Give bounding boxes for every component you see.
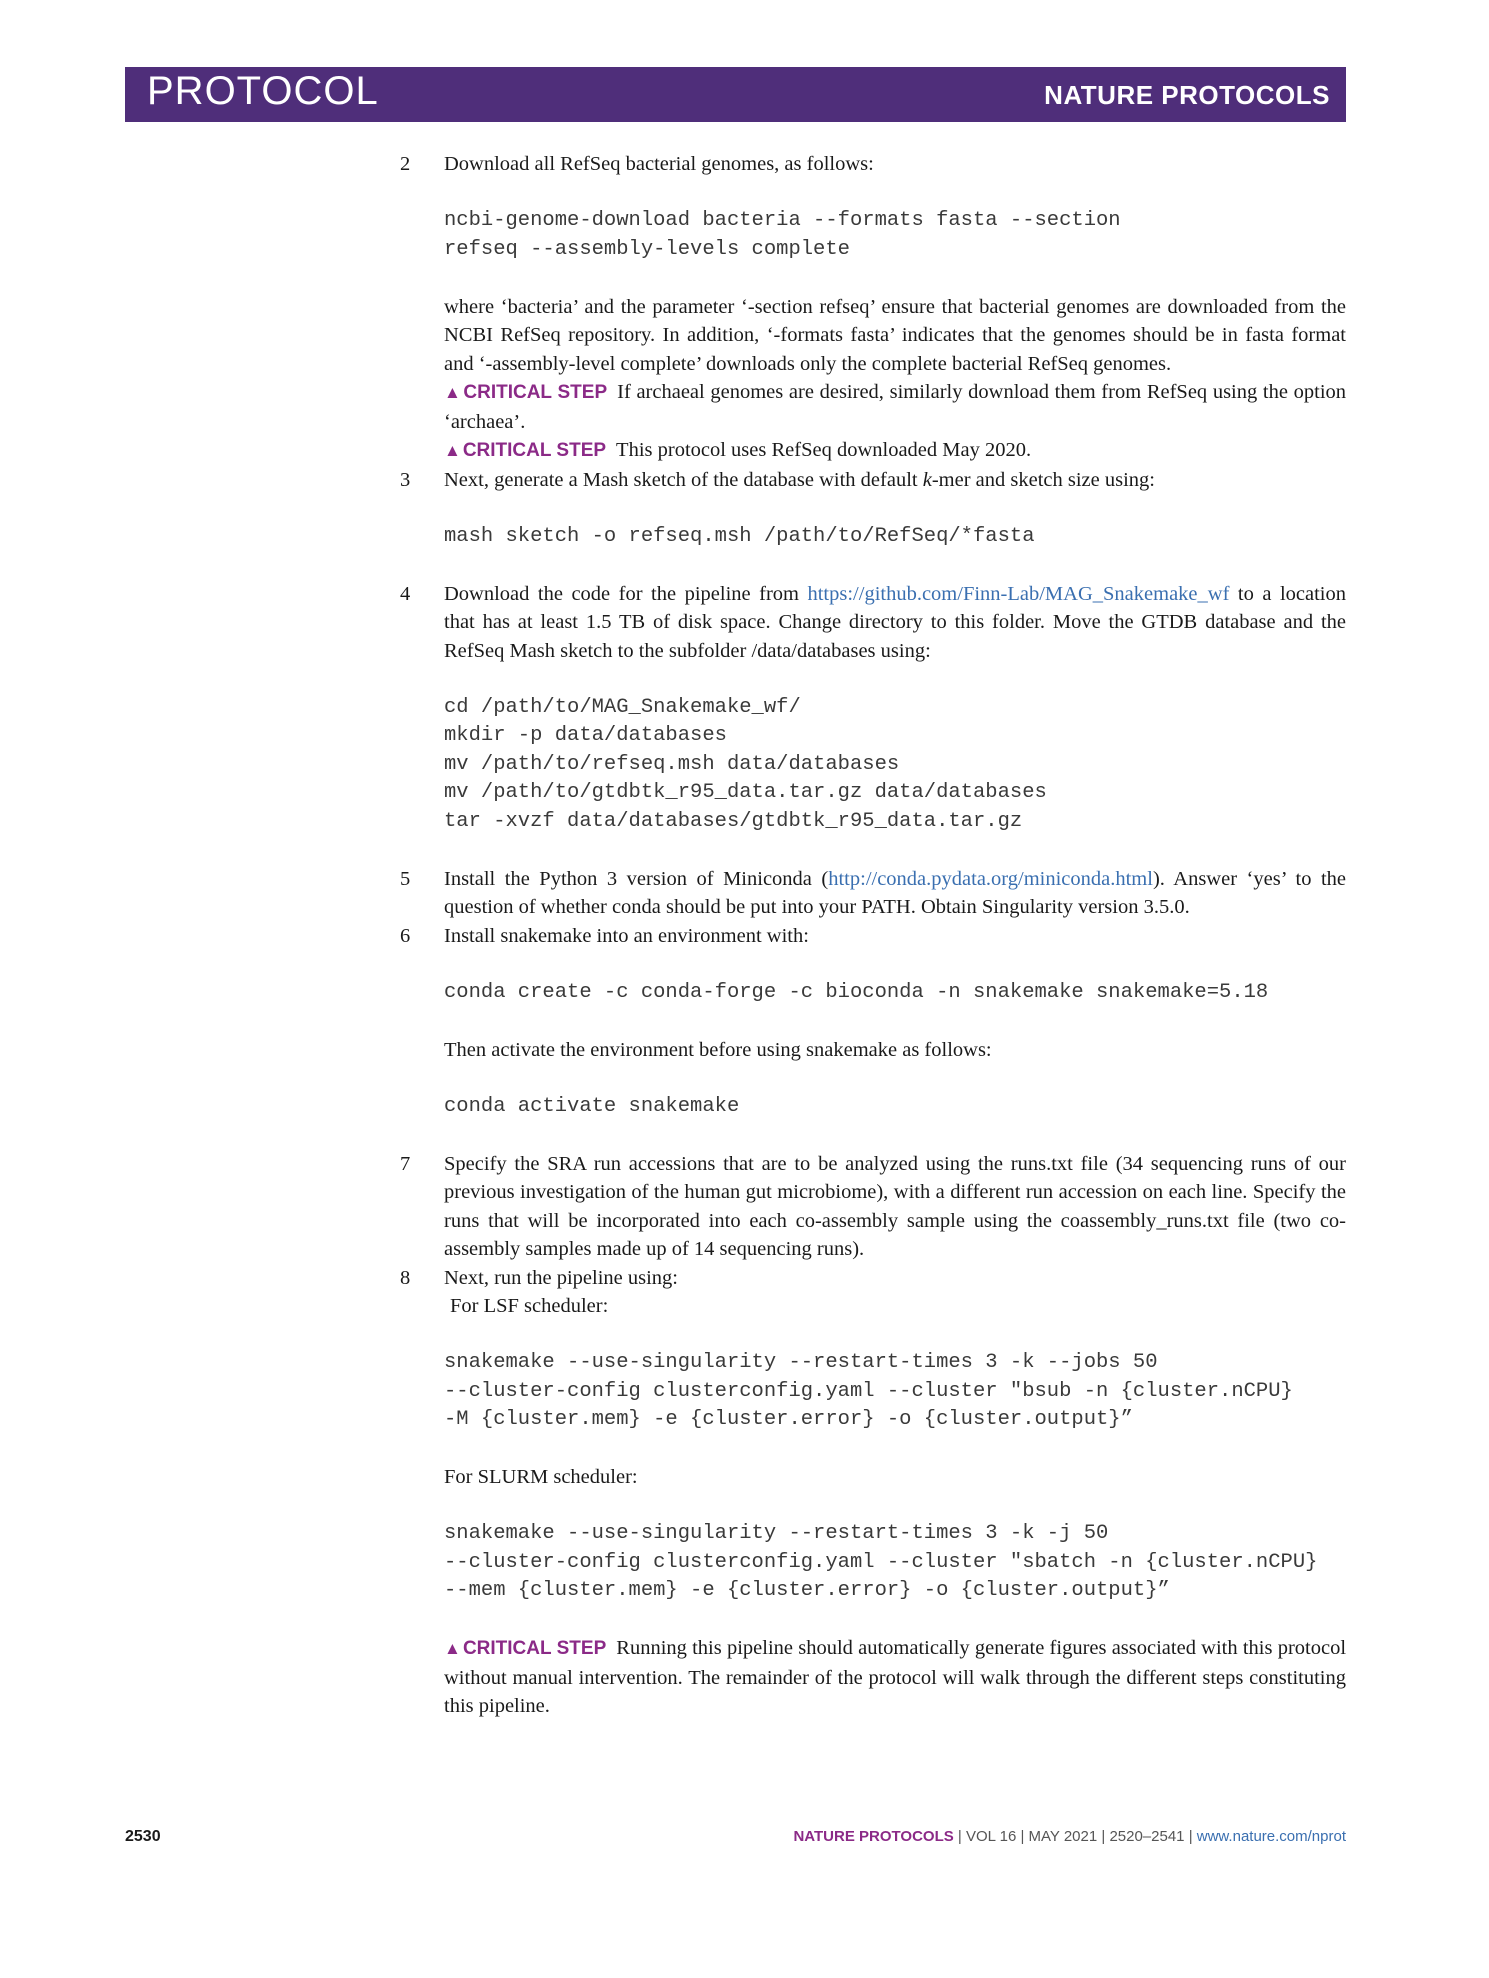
header-banner <box>125 67 1346 122</box>
warning-triangle-icon: ▲ <box>444 1639 461 1658</box>
step-text: Specify the SRA run accessions that are to be analyzed using the runs.txt file (34 sequencing runs of our previous investigation of the human gut microbiome), with a different run accession on each line. Specify the runs that will be incorporated into each co-assembly sample using the coassembly_runs.txt file (two co-assembly samples made up of 14 sequencing runs). <box>444 1152 1346 1260</box>
code-block: ncbi-genome-download bacteria --formats fasta --section refseq --assembly-levels complete <box>444 209 1121 261</box>
text-part: Next, generate a Mash sketch of the database with default <box>444 468 923 491</box>
step-text: Install snakemake into an environment with: <box>444 924 809 947</box>
step-4 <box>400 580 1346 837</box>
code-block: cd /path/to/MAG_Snakemake_wf/ mkdir -p data/databases mv /path/to/refseq.msh data/databases mv /path/to/gtdbtk_r95_data.tar.gz data/databases tar -xvzf data/databases/gtdbtk_r95_data.tar.gz <box>444 695 1047 833</box>
page-footer <box>125 1828 1346 1850</box>
text-part: Download the code for the pipeline from <box>444 582 808 605</box>
step-number: 6 <box>400 924 411 947</box>
step-text: Then activate the environment before using snakemake as follows: <box>444 1038 992 1061</box>
step-8 <box>400 1264 1347 1721</box>
critical-step <box>444 1634 1346 1721</box>
step-5 <box>400 865 1347 922</box>
step-text <box>444 865 1346 922</box>
step-number: 2 <box>400 153 411 175</box>
step-3 <box>400 466 1346 552</box>
volume: VOL 16 <box>965 1828 1017 1845</box>
step-text <box>444 466 1346 495</box>
miniconda-link[interactable]: http://conda.pydata.org/miniconda.html <box>828 867 1153 890</box>
scheduler-label: For SLURM scheduler: <box>444 1466 638 1488</box>
code-block: snakemake --use-singularity --restart-times 3 -k -j 50 --cluster-config clusterconfig.yaml --cluster "sbatch -n {cluster.nCPU} --mem {cluster.mem} -e {cluster.error} -o {cluster.output}” <box>444 1522 1318 1602</box>
text-part: ). Answer ‘yes’ to the question of whether conda should be put into your PATH. Obtain Singularity version 3.5.0. <box>444 867 1347 918</box>
warning-triangle-icon: ▲ <box>444 441 461 460</box>
text-part: Install the Python 3 version of Miniconda ( <box>444 867 829 890</box>
footer-journal-name: NATURE PROTOCOLS <box>793 1828 954 1845</box>
separator: | <box>1097 1828 1110 1845</box>
critical-label: CRITICAL STEP <box>463 382 608 403</box>
section-label: PROTOCOL <box>147 69 379 113</box>
critical-label: CRITICAL STEP <box>462 1638 607 1659</box>
step-number: 5 <box>400 867 411 890</box>
critical-step <box>444 378 1346 436</box>
warning-triangle-icon: ▲ <box>444 383 462 402</box>
step-text: Next, run the pipeline using: <box>444 1266 678 1289</box>
scheduler-label: For LSF scheduler: <box>450 1295 609 1317</box>
critical-text: Running this pipeline should automatically generate figures associated with this protocol without manual intervention. The remainder of the protocol will walk through the different steps constituting this pipeline. <box>444 1637 1347 1717</box>
code-block: conda activate snakemake <box>444 1094 740 1118</box>
separator: | <box>1184 1828 1197 1845</box>
step-6 <box>400 922 1346 1122</box>
step-text: Download all RefSeq bacterial genomes, as follows: <box>444 153 874 175</box>
step-number: 7 <box>400 1152 411 1175</box>
critical-text: This protocol uses RefSeq downloaded May 2020. <box>616 439 1032 461</box>
italic-k: k <box>922 468 932 491</box>
separator: | <box>953 1828 966 1845</box>
page-range: 2520–2541 <box>1109 1828 1185 1845</box>
text-part: to a location that has at least 1.5 TB of disk space. Change directory to this folder. Move the GTDB database and the RefSeq Mash sketch to the subfolder /data/databases using: <box>444 582 1346 662</box>
code-block: conda create -c conda-forge -c bioconda -n snakemake snakemake=5.18 <box>444 980 1269 1004</box>
step-explanation: where ‘bacteria’ and the parameter ‘-section refseq’ ensure that bacterial genomes are downloaded from the NCBI RefSeq repository. In addition, ‘-formats fasta’ indicates that the genomes should be in fasta format and ‘-assembly-level complete’ downloads only the complete bacterial RefSeq genomes. <box>444 295 1346 375</box>
github-link[interactable]: https://github.com/Finn-Lab/MAG_Snakemake_wf <box>807 582 1230 605</box>
step-2 <box>400 150 1347 466</box>
critical-label: CRITICAL STEP <box>462 440 607 461</box>
page-number: 2530 <box>125 1828 161 1845</box>
journal-url-link[interactable]: www.nature.com/nprot <box>1196 1828 1346 1845</box>
step-7 <box>400 1150 1346 1264</box>
text-part: -mer and sketch size using: <box>931 468 1155 491</box>
code-block: snakemake --use-singularity --restart-times 3 -k --jobs 50 --cluster-config clusterconfig.yaml --cluster "bsub -n {cluster.nCPU} -M {cluster.mem} -e {cluster.error} -o {cluster.output}” <box>444 1351 1293 1431</box>
code-block: mash sketch -o refseq.msh /path/to/RefSeq/*fasta <box>444 524 1035 548</box>
critical-text: If archaeal genomes are desired, similarly download them from RefSeq using the option ‘archaea’. <box>444 381 1347 433</box>
step-number: 3 <box>400 468 411 491</box>
critical-step <box>444 436 1346 466</box>
journal-info <box>793 1828 1346 1845</box>
step-text <box>444 580 1346 666</box>
issue-date: MAY 2021 <box>1028 1828 1098 1845</box>
journal-title: NATURE PROTOCOLS <box>1044 80 1330 110</box>
step-number: 8 <box>400 1266 411 1289</box>
main-content <box>400 150 1347 1721</box>
separator: | <box>1016 1828 1029 1845</box>
step-number: 4 <box>400 582 411 605</box>
